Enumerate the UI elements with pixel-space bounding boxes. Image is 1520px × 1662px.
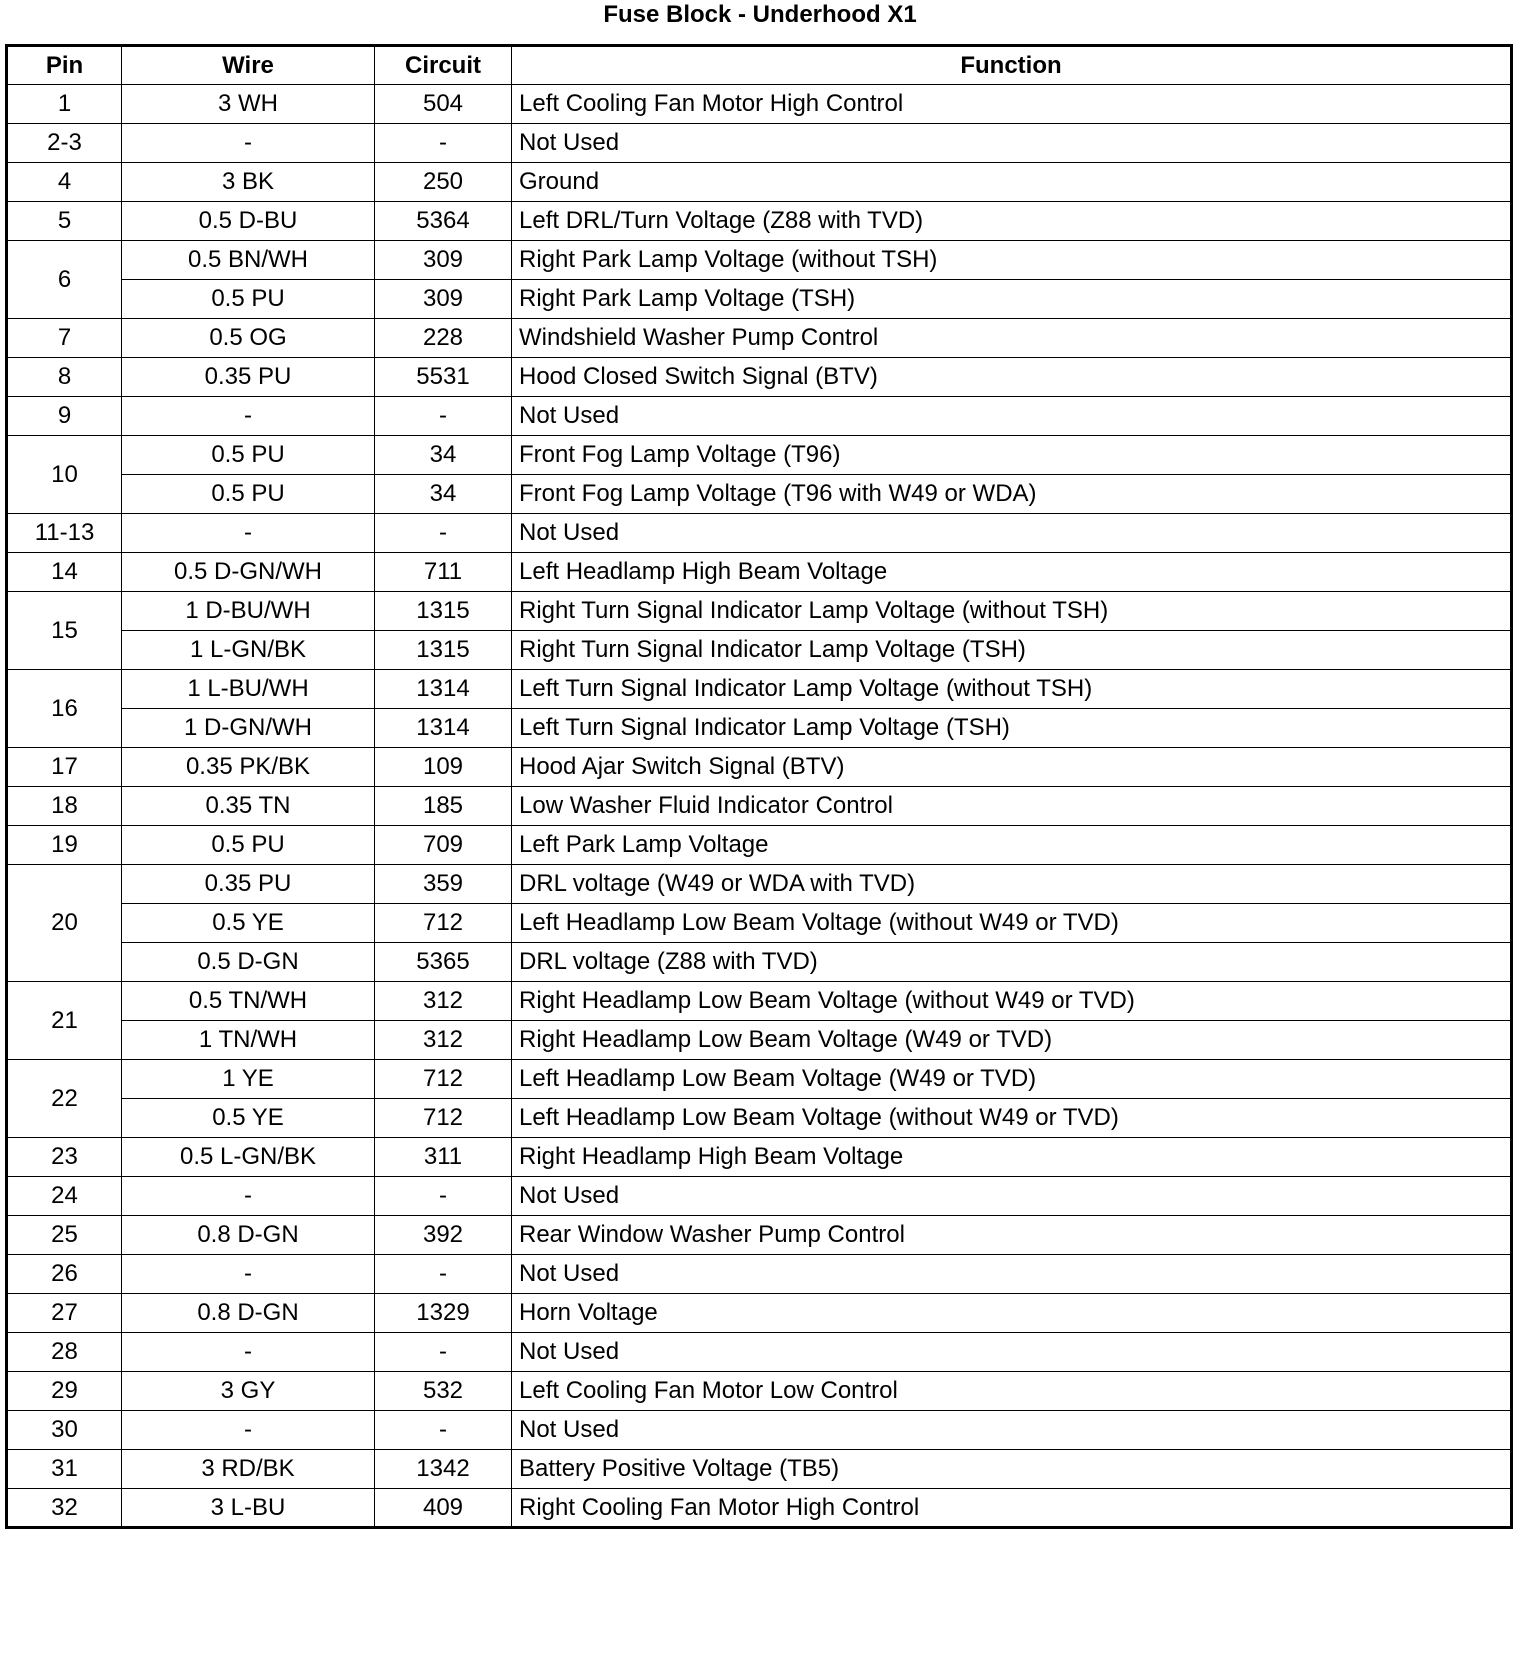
- function-cell: Right Park Lamp Voltage (TSH): [512, 280, 1512, 319]
- pin-cell: 25: [7, 1216, 122, 1255]
- pin-cell: 7: [7, 319, 122, 358]
- table-row: [7, 1099, 1512, 1138]
- wire-cell: 0.5 PU: [122, 475, 375, 514]
- pin-cell: 6: [7, 241, 122, 319]
- pin-cell: 32: [7, 1489, 122, 1528]
- circuit-cell: -: [375, 1411, 512, 1450]
- wire-cell: -: [122, 397, 375, 436]
- circuit-cell: -: [375, 1177, 512, 1216]
- circuit-cell: 250: [375, 163, 512, 202]
- table-header: [7, 46, 1512, 85]
- circuit-cell: 5365: [375, 943, 512, 982]
- table-row: [7, 1411, 1512, 1450]
- pin-cell: 8: [7, 358, 122, 397]
- circuit-cell: 504: [375, 85, 512, 124]
- circuit-cell: -: [375, 1255, 512, 1294]
- wire-cell: -: [122, 1255, 375, 1294]
- pin-cell: 16: [7, 670, 122, 748]
- pin-cell: 30: [7, 1411, 122, 1450]
- function-cell: Front Fog Lamp Voltage (T96 with W49 or WDA): [512, 475, 1512, 514]
- pin-cell: 21: [7, 982, 122, 1060]
- function-cell: Windshield Washer Pump Control: [512, 319, 1512, 358]
- table-row: [7, 1255, 1512, 1294]
- function-cell: Not Used: [512, 1411, 1512, 1450]
- header-row: [7, 46, 1512, 85]
- circuit-cell: -: [375, 397, 512, 436]
- pin-cell: 29: [7, 1372, 122, 1411]
- function-cell: Ground: [512, 163, 1512, 202]
- pin-cell: 10: [7, 436, 122, 514]
- function-cell: Not Used: [512, 1333, 1512, 1372]
- pin-cell: 14: [7, 553, 122, 592]
- function-cell: Left Headlamp Low Beam Voltage (without W49 or TVD): [512, 1099, 1512, 1138]
- wire-cell: 0.5 TN/WH: [122, 982, 375, 1021]
- pin-cell: 17: [7, 748, 122, 787]
- table-row: [7, 163, 1512, 202]
- function-cell: Left Turn Signal Indicator Lamp Voltage (without TSH): [512, 670, 1512, 709]
- table-row: [7, 397, 1512, 436]
- table-row: [7, 787, 1512, 826]
- circuit-cell: 359: [375, 865, 512, 904]
- circuit-cell: 711: [375, 553, 512, 592]
- table-row: [7, 1294, 1512, 1333]
- wire-cell: 0.8 D-GN: [122, 1216, 375, 1255]
- circuit-cell: 5531: [375, 358, 512, 397]
- function-cell: Not Used: [512, 397, 1512, 436]
- table-row: [7, 1372, 1512, 1411]
- function-cell: Left Cooling Fan Motor High Control: [512, 85, 1512, 124]
- wire-cell: 0.5 BN/WH: [122, 241, 375, 280]
- wire-cell: 0.5 D-GN: [122, 943, 375, 982]
- circuit-cell: 1342: [375, 1450, 512, 1489]
- table-row: [7, 748, 1512, 787]
- circuit-cell: 409: [375, 1489, 512, 1528]
- table-row: [7, 358, 1512, 397]
- document-title: Fuse Block - Underhood X1: [603, 1, 917, 28]
- function-cell: Left Headlamp High Beam Voltage: [512, 553, 1512, 592]
- wire-cell: 0.5 D-GN/WH: [122, 553, 375, 592]
- table-row: [7, 826, 1512, 865]
- wire-cell: 3 RD/BK: [122, 1450, 375, 1489]
- table-row: [7, 1216, 1512, 1255]
- table-row: [7, 709, 1512, 748]
- wire-cell: 1 YE: [122, 1060, 375, 1099]
- pin-cell: 23: [7, 1138, 122, 1177]
- wire-cell: -: [122, 124, 375, 163]
- function-cell: DRL voltage (W49 or WDA with TVD): [512, 865, 1512, 904]
- wire-cell: 0.35 PK/BK: [122, 748, 375, 787]
- wire-cell: 1 TN/WH: [122, 1021, 375, 1060]
- circuit-cell: 1314: [375, 670, 512, 709]
- column-header-circuit: Circuit: [375, 46, 512, 85]
- pin-cell: 19: [7, 826, 122, 865]
- function-cell: Front Fog Lamp Voltage (T96): [512, 436, 1512, 475]
- column-header-function: Function: [512, 46, 1512, 85]
- table-row: [7, 280, 1512, 319]
- circuit-cell: 392: [375, 1216, 512, 1255]
- column-header-wire: Wire: [122, 46, 375, 85]
- pin-cell: 5: [7, 202, 122, 241]
- circuit-cell: 34: [375, 475, 512, 514]
- circuit-cell: 34: [375, 436, 512, 475]
- table-body: [7, 85, 1512, 1528]
- wire-cell: -: [122, 1411, 375, 1450]
- circuit-cell: -: [375, 514, 512, 553]
- table-row: [7, 85, 1512, 124]
- function-cell: Not Used: [512, 124, 1512, 163]
- table-row: [7, 1333, 1512, 1372]
- wire-cell: 0.35 PU: [122, 865, 375, 904]
- table-row: [7, 1489, 1512, 1528]
- pin-cell: 28: [7, 1333, 122, 1372]
- circuit-cell: -: [375, 1333, 512, 1372]
- table-row: [7, 553, 1512, 592]
- function-cell: Not Used: [512, 1177, 1512, 1216]
- function-cell: Not Used: [512, 514, 1512, 553]
- circuit-cell: 532: [375, 1372, 512, 1411]
- pin-cell: 31: [7, 1450, 122, 1489]
- wire-cell: 0.5 PU: [122, 280, 375, 319]
- function-cell: Hood Ajar Switch Signal (BTV): [512, 748, 1512, 787]
- circuit-cell: 109: [375, 748, 512, 787]
- circuit-cell: 309: [375, 280, 512, 319]
- wire-cell: 0.5 YE: [122, 1099, 375, 1138]
- circuit-cell: 709: [375, 826, 512, 865]
- pin-cell: 15: [7, 592, 122, 670]
- function-cell: Left Cooling Fan Motor Low Control: [512, 1372, 1512, 1411]
- table-row: [7, 943, 1512, 982]
- table-row: [7, 904, 1512, 943]
- wire-cell: 3 GY: [122, 1372, 375, 1411]
- pin-cell: 4: [7, 163, 122, 202]
- function-cell: Left Headlamp Low Beam Voltage (without W49 or TVD): [512, 904, 1512, 943]
- wire-cell: 1 L-BU/WH: [122, 670, 375, 709]
- wire-cell: 3 L-BU: [122, 1489, 375, 1528]
- function-cell: Right Headlamp Low Beam Voltage (W49 or TVD): [512, 1021, 1512, 1060]
- function-cell: DRL voltage (Z88 with TVD): [512, 943, 1512, 982]
- pin-cell: 24: [7, 1177, 122, 1216]
- wire-cell: 0.5 PU: [122, 826, 375, 865]
- pin-cell: 2-3: [7, 124, 122, 163]
- wire-cell: 0.5 L-GN/BK: [122, 1138, 375, 1177]
- function-cell: Not Used: [512, 1255, 1512, 1294]
- wire-cell: 0.8 D-GN: [122, 1294, 375, 1333]
- function-cell: Left Park Lamp Voltage: [512, 826, 1512, 865]
- pin-cell: 9: [7, 397, 122, 436]
- circuit-cell: -: [375, 124, 512, 163]
- wire-cell: 0.35 PU: [122, 358, 375, 397]
- connector-pinout-table: [5, 44, 1513, 1529]
- pin-cell: 18: [7, 787, 122, 826]
- table-row: [7, 631, 1512, 670]
- circuit-cell: 1329: [375, 1294, 512, 1333]
- function-cell: Right Headlamp Low Beam Voltage (without W49 or TVD): [512, 982, 1512, 1021]
- wire-cell: 3 BK: [122, 163, 375, 202]
- table-row: [7, 1177, 1512, 1216]
- circuit-cell: 309: [375, 241, 512, 280]
- table-row: [7, 1021, 1512, 1060]
- function-cell: Left Turn Signal Indicator Lamp Voltage (TSH): [512, 709, 1512, 748]
- circuit-cell: 1314: [375, 709, 512, 748]
- function-cell: Left Headlamp Low Beam Voltage (W49 or TVD): [512, 1060, 1512, 1099]
- circuit-cell: 185: [375, 787, 512, 826]
- function-cell: Right Turn Signal Indicator Lamp Voltage (TSH): [512, 631, 1512, 670]
- function-cell: Right Turn Signal Indicator Lamp Voltage (without TSH): [512, 592, 1512, 631]
- pin-cell: 20: [7, 865, 122, 982]
- table-row: [7, 865, 1512, 904]
- wire-cell: 0.5 D-BU: [122, 202, 375, 241]
- wire-cell: 0.5 YE: [122, 904, 375, 943]
- wire-cell: -: [122, 514, 375, 553]
- circuit-cell: 312: [375, 982, 512, 1021]
- wire-cell: 0.5 PU: [122, 436, 375, 475]
- function-cell: Horn Voltage: [512, 1294, 1512, 1333]
- function-cell: Battery Positive Voltage (TB5): [512, 1450, 1512, 1489]
- circuit-cell: 712: [375, 1060, 512, 1099]
- table-row: [7, 1450, 1512, 1489]
- function-cell: Right Cooling Fan Motor High Control: [512, 1489, 1512, 1528]
- pin-cell: 26: [7, 1255, 122, 1294]
- function-cell: Rear Window Washer Pump Control: [512, 1216, 1512, 1255]
- pin-cell: 22: [7, 1060, 122, 1138]
- table-row: [7, 1060, 1512, 1099]
- wire-cell: -: [122, 1333, 375, 1372]
- table-row: [7, 202, 1512, 241]
- table-row: [7, 319, 1512, 358]
- pin-cell: 1: [7, 85, 122, 124]
- table-row: [7, 670, 1512, 709]
- table-row: [7, 475, 1512, 514]
- function-cell: Hood Closed Switch Signal (BTV): [512, 358, 1512, 397]
- circuit-cell: 311: [375, 1138, 512, 1177]
- table-row: [7, 592, 1512, 631]
- wire-cell: -: [122, 1177, 375, 1216]
- table-row: [7, 982, 1512, 1021]
- function-cell: Left DRL/Turn Voltage (Z88 with TVD): [512, 202, 1512, 241]
- wire-cell: 3 WH: [122, 85, 375, 124]
- function-cell: Right Headlamp High Beam Voltage: [512, 1138, 1512, 1177]
- column-header-pin: Pin: [7, 46, 122, 85]
- table-row: [7, 1138, 1512, 1177]
- table-row: [7, 241, 1512, 280]
- circuit-cell: 1315: [375, 631, 512, 670]
- pin-cell: 27: [7, 1294, 122, 1333]
- table-row: [7, 436, 1512, 475]
- circuit-cell: 1315: [375, 592, 512, 631]
- wire-cell: 0.5 OG: [122, 319, 375, 358]
- wire-cell: 0.35 TN: [122, 787, 375, 826]
- circuit-cell: 312: [375, 1021, 512, 1060]
- table-row: [7, 514, 1512, 553]
- table-row: [7, 124, 1512, 163]
- wire-cell: 1 D-BU/WH: [122, 592, 375, 631]
- circuit-cell: 5364: [375, 202, 512, 241]
- wire-cell: 1 D-GN/WH: [122, 709, 375, 748]
- function-cell: Low Washer Fluid Indicator Control: [512, 787, 1512, 826]
- circuit-cell: 712: [375, 904, 512, 943]
- function-cell: Right Park Lamp Voltage (without TSH): [512, 241, 1512, 280]
- wire-cell: 1 L-GN/BK: [122, 631, 375, 670]
- pin-cell: 11-13: [7, 514, 122, 553]
- circuit-cell: 228: [375, 319, 512, 358]
- circuit-cell: 712: [375, 1099, 512, 1138]
